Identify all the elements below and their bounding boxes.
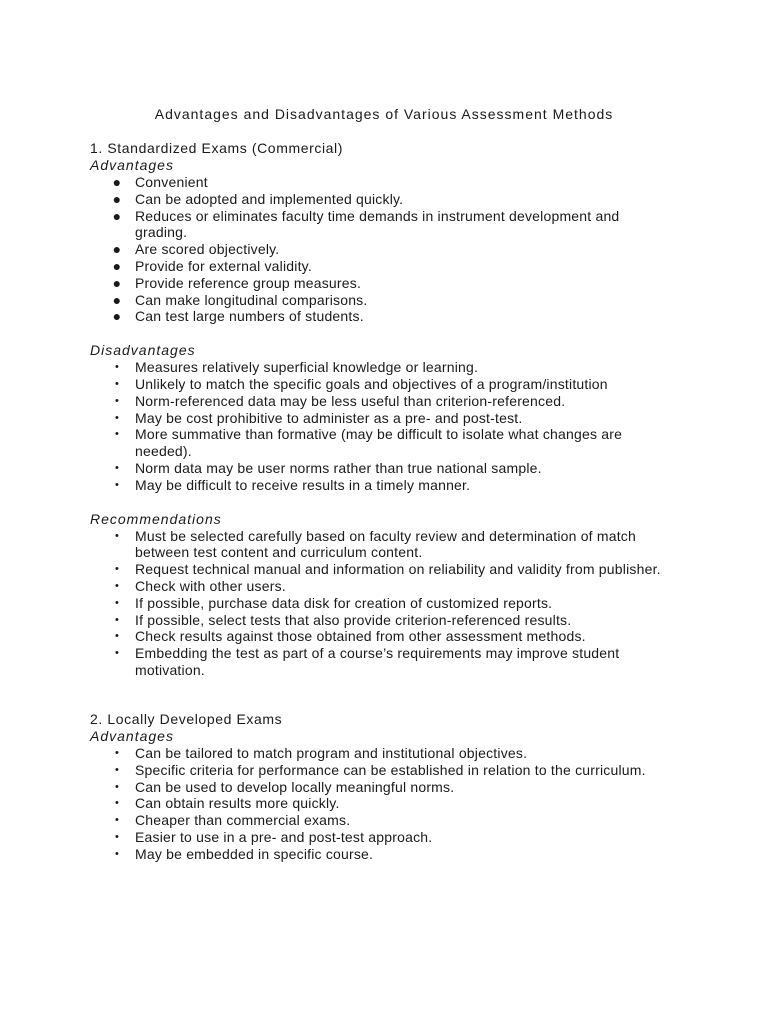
advantages-heading: Advantages xyxy=(90,728,174,744)
list-item: ● Provide reference group measures. xyxy=(90,275,665,292)
list-item: • May be difficult to receive results in a timely manner. xyxy=(90,477,665,494)
list-item: • Check with other users. xyxy=(90,578,665,595)
disadvantages-list xyxy=(90,359,730,493)
bullet-icon: • xyxy=(114,411,120,424)
recommendations-list xyxy=(90,528,730,679)
list-item: • If possible, purchase data disk for creation of customized reports. xyxy=(90,595,665,612)
section-locally-developed-exams xyxy=(90,711,730,863)
bullet-icon: • xyxy=(114,529,120,542)
list-item: ● Can be adopted and implemented quickly. xyxy=(90,191,665,208)
list-item: • Measures relatively superficial knowledge or learning. xyxy=(90,359,665,376)
list-item: ● Can test large numbers of students. xyxy=(90,308,665,325)
list-item: • Request technical manual and information on reliability and validity from publisher. xyxy=(90,561,665,578)
list-item: • Can obtain results more quickly. xyxy=(90,795,665,812)
bullet-icon: ● xyxy=(112,257,122,274)
recommendations-heading: Recommendations xyxy=(90,510,222,527)
bullet-icon: • xyxy=(114,394,120,407)
bullet-icon: • xyxy=(114,814,120,827)
list-item: ● Convenient xyxy=(90,174,665,191)
list-item: • Unlikely to match the specific goals and objectives of a program/institution xyxy=(90,376,665,393)
bullet-icon: ● xyxy=(112,241,122,258)
list-item: • May be cost prohibitive to administer as a pre- and post-test. xyxy=(90,410,665,427)
bullet-icon: ● xyxy=(112,308,122,325)
bullet-icon: • xyxy=(114,377,120,390)
bullet-icon: • xyxy=(114,428,120,441)
list-item: ● Can make longitudinal comparisons. xyxy=(90,292,665,309)
bullet-icon: • xyxy=(114,579,120,592)
disadvantages-heading: Disadvantages xyxy=(90,342,196,359)
bullet-icon: • xyxy=(114,361,120,374)
list-item: ● Are scored objectively. xyxy=(90,241,665,258)
list-item: • May be embedded in specific course. xyxy=(90,846,665,863)
bullet-icon: • xyxy=(114,780,120,793)
bullet-icon: • xyxy=(114,763,120,776)
advantages-list xyxy=(90,174,730,325)
list-item: ● Provide for external validity. xyxy=(90,258,665,275)
list-item: • Easier to use in a pre- and post-test approach. xyxy=(90,829,665,846)
bullet-icon: ● xyxy=(112,207,122,224)
section-heading: 2. Locally Developed Exams xyxy=(90,711,283,727)
list-item: • Norm-referenced data may be less useful than criterion-referenced. xyxy=(90,393,665,410)
bullet-icon: ● xyxy=(112,190,122,207)
bullet-icon: • xyxy=(114,630,120,643)
bullet-icon: ● xyxy=(112,274,122,291)
list-item: • Cheaper than commercial exams. xyxy=(90,812,665,829)
bullet-icon: • xyxy=(114,797,120,810)
bullet-icon: • xyxy=(114,563,120,576)
advantages-list xyxy=(90,745,730,863)
bullet-icon: • xyxy=(114,647,120,660)
bullet-icon: • xyxy=(114,478,120,491)
list-item: • Check results against those obtained from other assessment methods. xyxy=(90,628,665,645)
section-standardized-exams xyxy=(90,140,730,679)
bullet-icon: • xyxy=(114,613,120,626)
list-item: • Can be used to develop locally meaningful norms. xyxy=(90,779,665,796)
bullet-icon: • xyxy=(114,747,120,759)
bullet-icon: • xyxy=(114,847,120,860)
bullet-icon: • xyxy=(114,830,120,843)
advantages-heading: Advantages xyxy=(90,157,174,173)
list-item: • Norm data may be user norms rather than true national sample. xyxy=(90,460,665,477)
list-item: • More summative than formative (may be difficult to isolate what changes are needed). xyxy=(90,426,665,460)
section-heading: 1. Standardized Exams (Commercial) xyxy=(90,140,344,156)
bullet-icon: ● xyxy=(112,174,122,190)
list-item: • Specific criteria for performance can be established in relation to the curriculum. xyxy=(90,762,665,779)
list-item: ● Reduces or eliminates faculty time demands in instrument development and grading. xyxy=(90,208,665,242)
list-item: • Can be tailored to match program and institutional objectives. xyxy=(90,745,665,762)
document-title: Advantages and Disadvantages of Various Assessment Methods xyxy=(154,106,614,122)
list-item: • If possible, select tests that also provide criterion-referenced results. xyxy=(90,612,665,629)
list-item: • Must be selected carefully based on faculty review and determination of match between test content and curriculum content. xyxy=(90,528,665,562)
bullet-icon: ● xyxy=(112,291,122,308)
bullet-icon: • xyxy=(114,461,120,474)
bullet-icon: • xyxy=(114,596,120,609)
list-item: • Embedding the test as part of a course’s requirements may improve student motivation. xyxy=(90,645,665,679)
